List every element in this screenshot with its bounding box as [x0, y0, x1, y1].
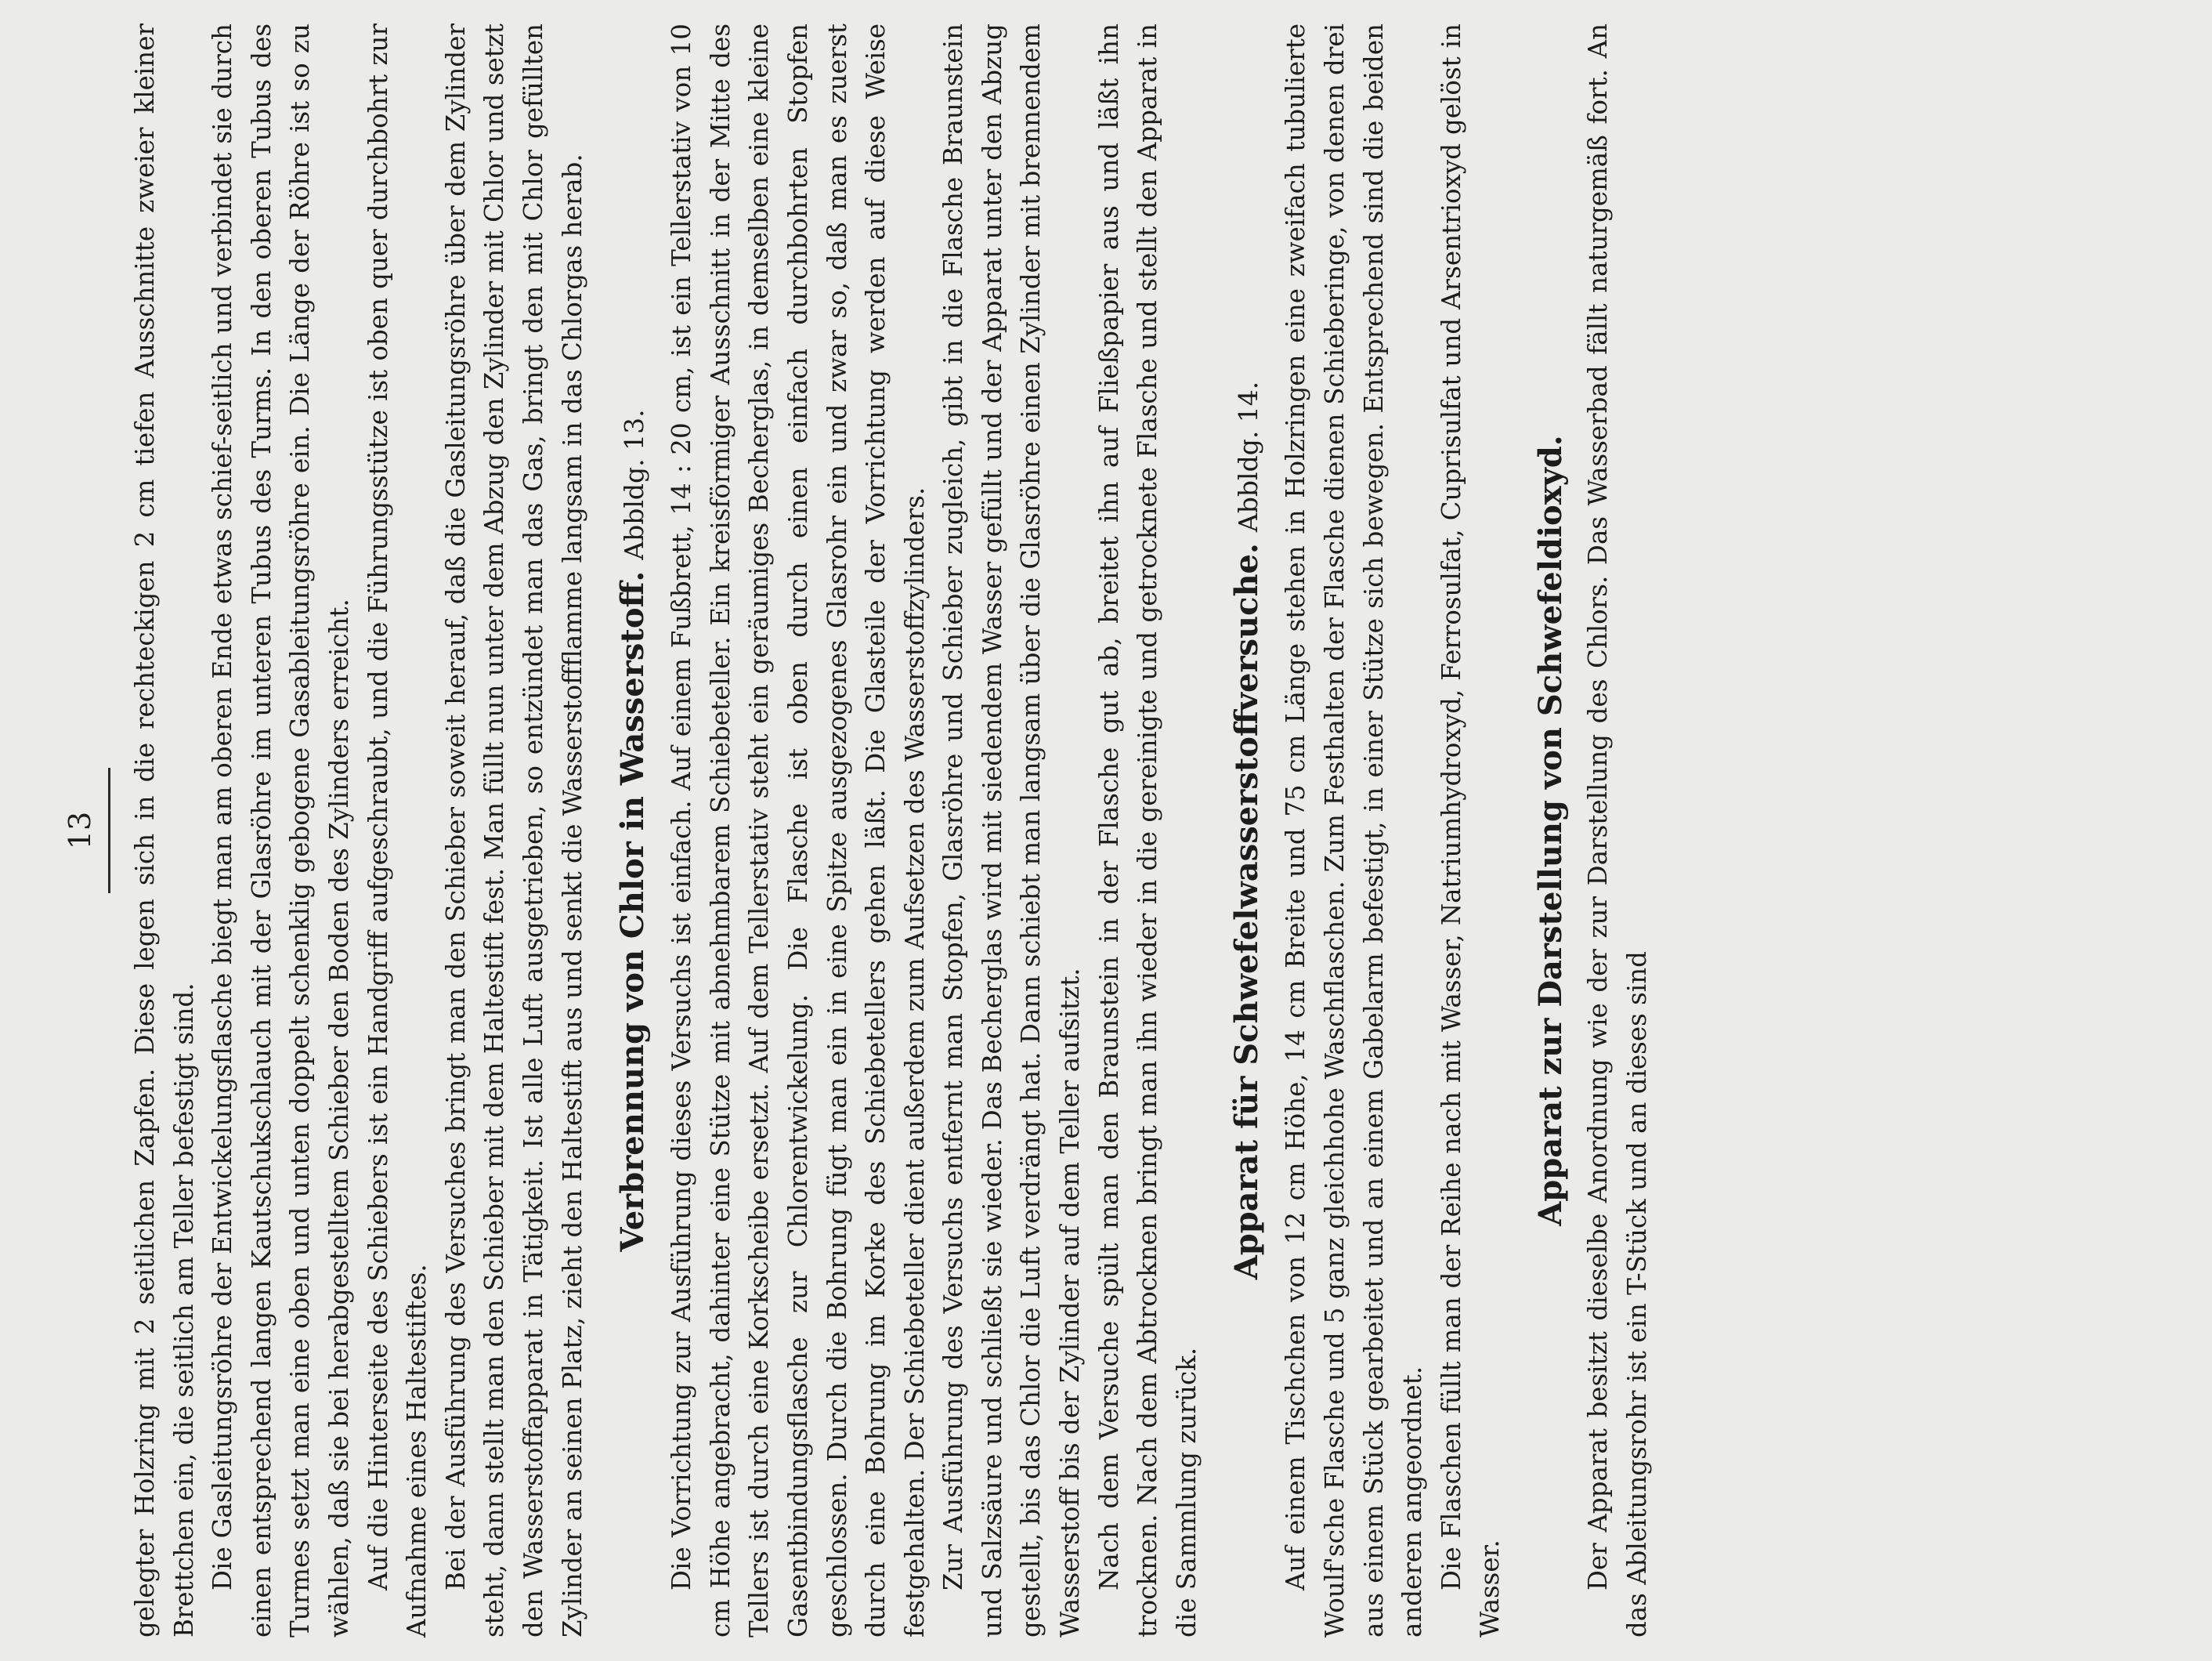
- paragraph: Zur Ausführung des Versuchs entfernt man Stopfen, Glasröhre und Schieber zugleich, gibt in die Flasche Braunstein und Salzsäure und schließt sie wieder. Das Becherglas wird mit siedendem Wasser gefüllt und der Apparat unter den Abzug gestellt, bis das Chlor die Luft verdrängt hat. Dann schiebt man langsam über die Glasröhre einen Zylinder mit brennendem Wasserstoff bis der Zylinder auf dem Teller aufsitzt.: [938, 24, 1086, 1637]
- paragraph: gelegter Holzring mit 2 seitlichen Zapfen. Diese legen sich in die rechteckigen 2 cm tiefen Ausschnitte zweier kleiner Brettchen ein, die seitlich am Teller befestigt sind.: [130, 24, 199, 1637]
- paragraph: Bei der Ausführung des Versuches bringt man den Schieber soweit herauf, daß die Gasleitungsröhre über dem Zylinder steht, dann stellt man den Schieber mit dem Haltestift fest. Man füllt nun unter dem Abzug den Zylinder mit Chlor und setzt den Wasserstoffapparat in Tätigkeit. Ist alle Luft ausgetrieben, so entzündet man das Gas, bringt den mit Chlor gefüllten Zylinder an seinen Platz, zieht den Haltestift aus und senkt die Wasserstoffflamme langsam in das Chlorgas herab.: [440, 24, 587, 1637]
- paragraph: Die Vorrichtung zur Ausführung dieses Versuchs ist einfach. Auf einem Fußbrett, 14 : 20 cm, ist ein Tellerstativ von 10 cm Höhe angebracht, dahinter eine Stütze mit abnehmbarem Schiebeteller. Ein kreisförmiger Ausschnitt in der Mitte des Tellers ist durch eine Korkscheibe ersetzt. Auf dem Tellerstativ steht ein geräumiges Becherglas, in demselben eine kleine Gasentbindungsflasche zur Chlorentwickelung. Die Flasche ist oben durch einen einfach durchbohrten Stopfen geschlossen. Durch die Bohrung fügt man ein in eine Spitze ausgezogenes Glasrohr ein und zwar so, daß man es zuerst durch eine Bohrung im Korke des Schiebetellers gehen läßt. Die Glasteile der Vorrichtung werden auf diese Weise festgehalten. Der Schiebeteller dient außerdem zum Aufsetzen des Wasserstoffzylinders.: [667, 24, 930, 1637]
- paragraph: Auf die Hinterseite des Schiebers ist ein Handgriff aufgeschraubt, und die Führungsstütze ist oben quer durchbohrt zur Aufnahme eines Haltestiftes.: [363, 24, 432, 1637]
- figure-reference: Abbldg. 13.: [619, 409, 650, 560]
- paragraph: Nach dem Versuche spült man den Braunstein in der Flasche gut ab, breitet ihn auf Fließpapier aus und läßt ihn trocknen. Nach dem Abtrocknen bringt man ihn wieder in die gereinigte und getrocknete Flasche und stellt den Apparat in die Sammlung zurück.: [1093, 24, 1202, 1637]
- page-content-rotated: [49, 24, 2163, 1637]
- figure-reference: Abbldg. 14.: [1233, 381, 1264, 533]
- paragraph: Der Apparat besitzt dieselbe Anordnung wie der zur Darstellung des Chlors. Das Wasserbad fällt naturgemäß fort. An das Ableitungsrohr ist ein T-Stück und an dieses sind: [1583, 24, 1652, 1637]
- paragraph: Die Flaschen füllt man der Reihe nach mit Wasser, Natriumhydroxyd, Ferrosulfat, Cuprisulfat und Arsentrioxyd gelöst in Wasser.: [1436, 24, 1505, 1637]
- section-heading-text: Apparat zur Darstellung von Schwefeldioxyd.: [1532, 435, 1569, 1226]
- paragraph: Die Gasleitungsröhre der Entwickelungsflasche biegt man am oberen Ende etwas schief-seitlich und verbindet sie durch einen entsprechend langen Kautschukschlauch mit der Glasröhre im unteren Tubus des Turms. In den oberen Tubus des Turmes setzt man eine oben und unten doppelt schenklig gebogene Gasableitungsröhre ein. Die Länge der Röhre ist so zu wählen, daß sie bei herabgestelltem Schieber den Boden des Zylinders erreicht.: [208, 24, 354, 1637]
- text-body: [126, 24, 1657, 1637]
- section-heading-text: Apparat für Schwefelwasserstoffversuche.: [1228, 543, 1266, 1280]
- header-rule: [108, 768, 110, 893]
- paragraph: Auf einem Tischchen von 12 cm Höhe, 14 cm Breite und 75 cm Länge stehen in Holzringen eine zweifach tubulierte Woulf'sche Flasche und 5 ganz gleichhohe Waschflaschen. Zum Festhalten der Flasche dienen Schieberinge, von denen drei aus einem Stück gearbeitet und an einem Gabelarm befestigt, in einer Stütze sich bewegen. Entsprechend sind die beiden anderen angeordnet.: [1281, 24, 1428, 1637]
- section-heading: [1527, 24, 1574, 1637]
- page-number: 13: [63, 811, 97, 850]
- section-heading: [609, 24, 658, 1637]
- section-heading: [1223, 24, 1272, 1637]
- section-heading-text: Verbrennung von Chlor in Wasserstoff.: [614, 570, 652, 1252]
